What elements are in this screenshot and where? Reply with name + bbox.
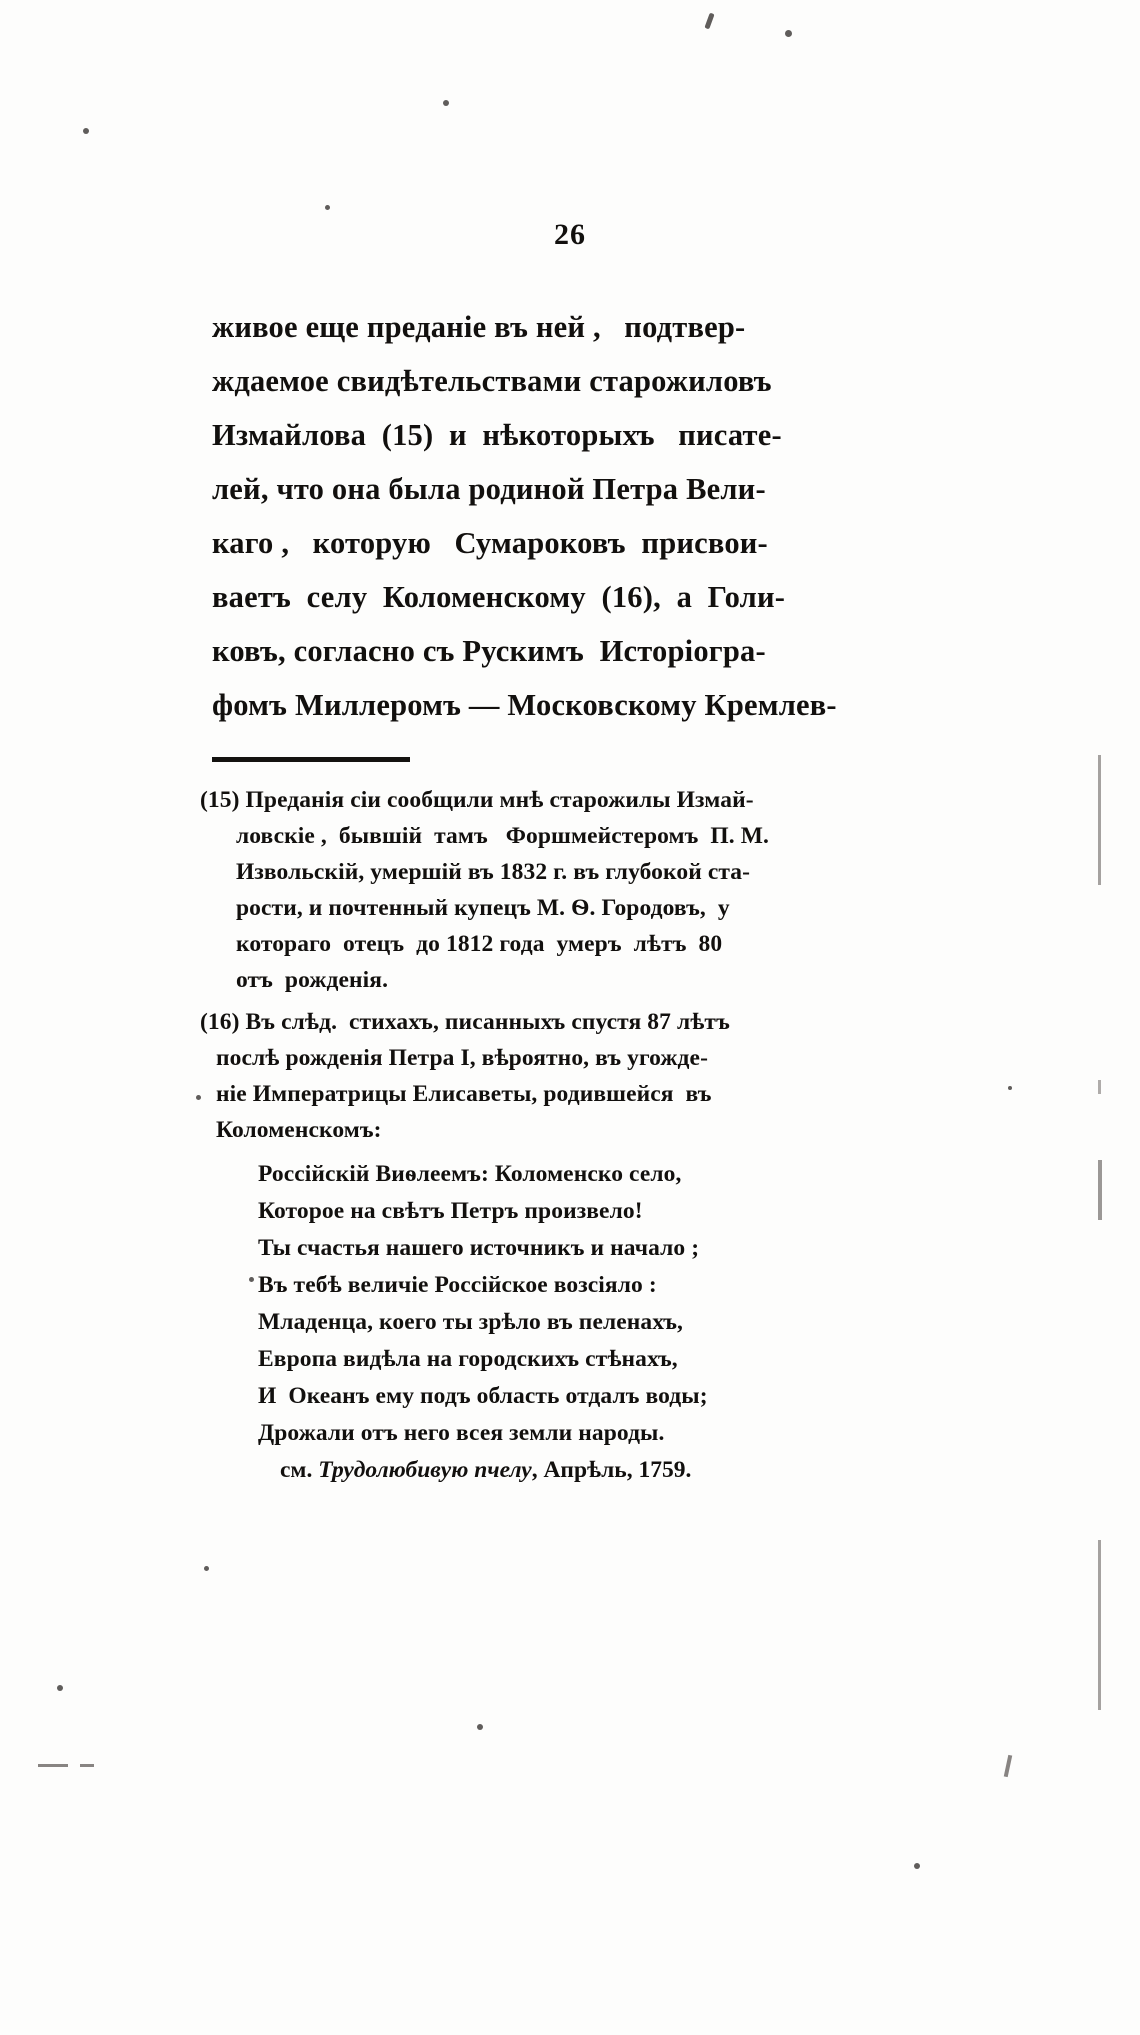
page-number: 26 [554, 218, 586, 251]
scan-speck [704, 13, 714, 30]
scan-edge-mark [1098, 1160, 1102, 1220]
scan-edge-mark [1098, 1080, 1101, 1094]
scan-edge-mark [38, 1764, 68, 1767]
scan-speck [83, 128, 89, 134]
scan-speck [477, 1724, 483, 1730]
body-line: ковъ, согласно съ Рускимъ Исторіогра- [212, 634, 766, 668]
scan-speck [204, 1566, 209, 1571]
body-line: лей, что она была родиной Петра Вели- [212, 472, 766, 506]
footnote-line: (15) Преданія сіи сообщили мнѣ старожилы Измай- [200, 787, 754, 813]
footnote-line: (16) Въ слѣд. стихахъ, писанныхъ спустя 87 лѣтъ [200, 1009, 730, 1035]
footnote-line: Коломенскомъ: [216, 1117, 382, 1143]
footnote-line: Извольскій, умершій въ 1832 г. въ глубокой ста- [236, 859, 751, 885]
footnote-line: послѣ рожденія Петра I, вѣроятно, въ угожде- [216, 1045, 708, 1071]
footnote-separator [212, 757, 410, 762]
footnote-line: ловскіе , бывшій тамъ Форшмейстеромъ П. М. [236, 823, 769, 849]
footnote-line: котораго отецъ до 1812 года умеръ лѣтъ 80 [236, 931, 723, 957]
verse-source-prefix: см. [280, 1457, 319, 1483]
scan-edge-mark [1098, 755, 1101, 885]
body-text [212, 300, 930, 732]
body-line: фомъ Миллеромъ — Московскому Кремлев- [212, 688, 837, 722]
footnote-line: рости, и почтенный купецъ М. Ѳ. Городовъ, у [236, 895, 730, 921]
body-line: Измайлова (15) и нѣкоторыхъ писате- [212, 418, 782, 452]
scan-speck [57, 1685, 63, 1691]
footnote-line: ніе Императрицы Елисаветы, родившейся въ [216, 1081, 712, 1107]
footnotes [200, 782, 960, 1489]
scan-edge-mark [1004, 1755, 1012, 1777]
verse-source-suffix: , Апрѣль, 1759. [531, 1457, 692, 1483]
scan-edge-mark [1098, 1540, 1101, 1710]
verse-source [258, 1452, 960, 1489]
verse-line: Ты счастья нашего источникъ и начало ; [258, 1235, 700, 1261]
body-line: каго , которую Сумароковъ присвои- [212, 526, 768, 560]
verse-source-title: Трудолюбивую пчелу [318, 1457, 532, 1483]
scan-speck [785, 30, 792, 37]
verse-quotation [200, 1156, 960, 1489]
body-line: ждаемое свидѣтельствами старожиловъ [212, 364, 772, 398]
verse-line: И Океанъ ему подъ область отдалъ воды; [258, 1383, 708, 1409]
body-line: живое еще преданіе въ ней , подтвер- [212, 310, 746, 344]
scan-speck [443, 100, 449, 106]
scan-speck [325, 205, 330, 210]
footnote-line: отъ рожденія. [236, 967, 389, 993]
footnote-16 [200, 1004, 960, 1148]
scan-edge-mark [80, 1764, 94, 1767]
scan-speck [914, 1863, 920, 1869]
scan-speck [1008, 1086, 1012, 1090]
verse-line: Младенца, коего ты зрѣло въ пеленахъ, [258, 1309, 684, 1335]
verse-line: Которое на свѣтъ Петръ произвело! [258, 1198, 643, 1224]
verse-line: Дрожали отъ него всея земли народы. [258, 1420, 665, 1446]
verse-line: Россійскій Виѳлеемъ: Коломенско село, [258, 1161, 682, 1187]
footnote-15 [200, 782, 960, 998]
body-line: ваетъ селу Коломенскому (16), а Голи- [212, 580, 786, 614]
verse-line: Европа видѣла на городскихъ стѣнахъ, [258, 1346, 678, 1372]
verse-line: Въ тебѣ величіе Россійское возсіяло : [258, 1272, 657, 1298]
